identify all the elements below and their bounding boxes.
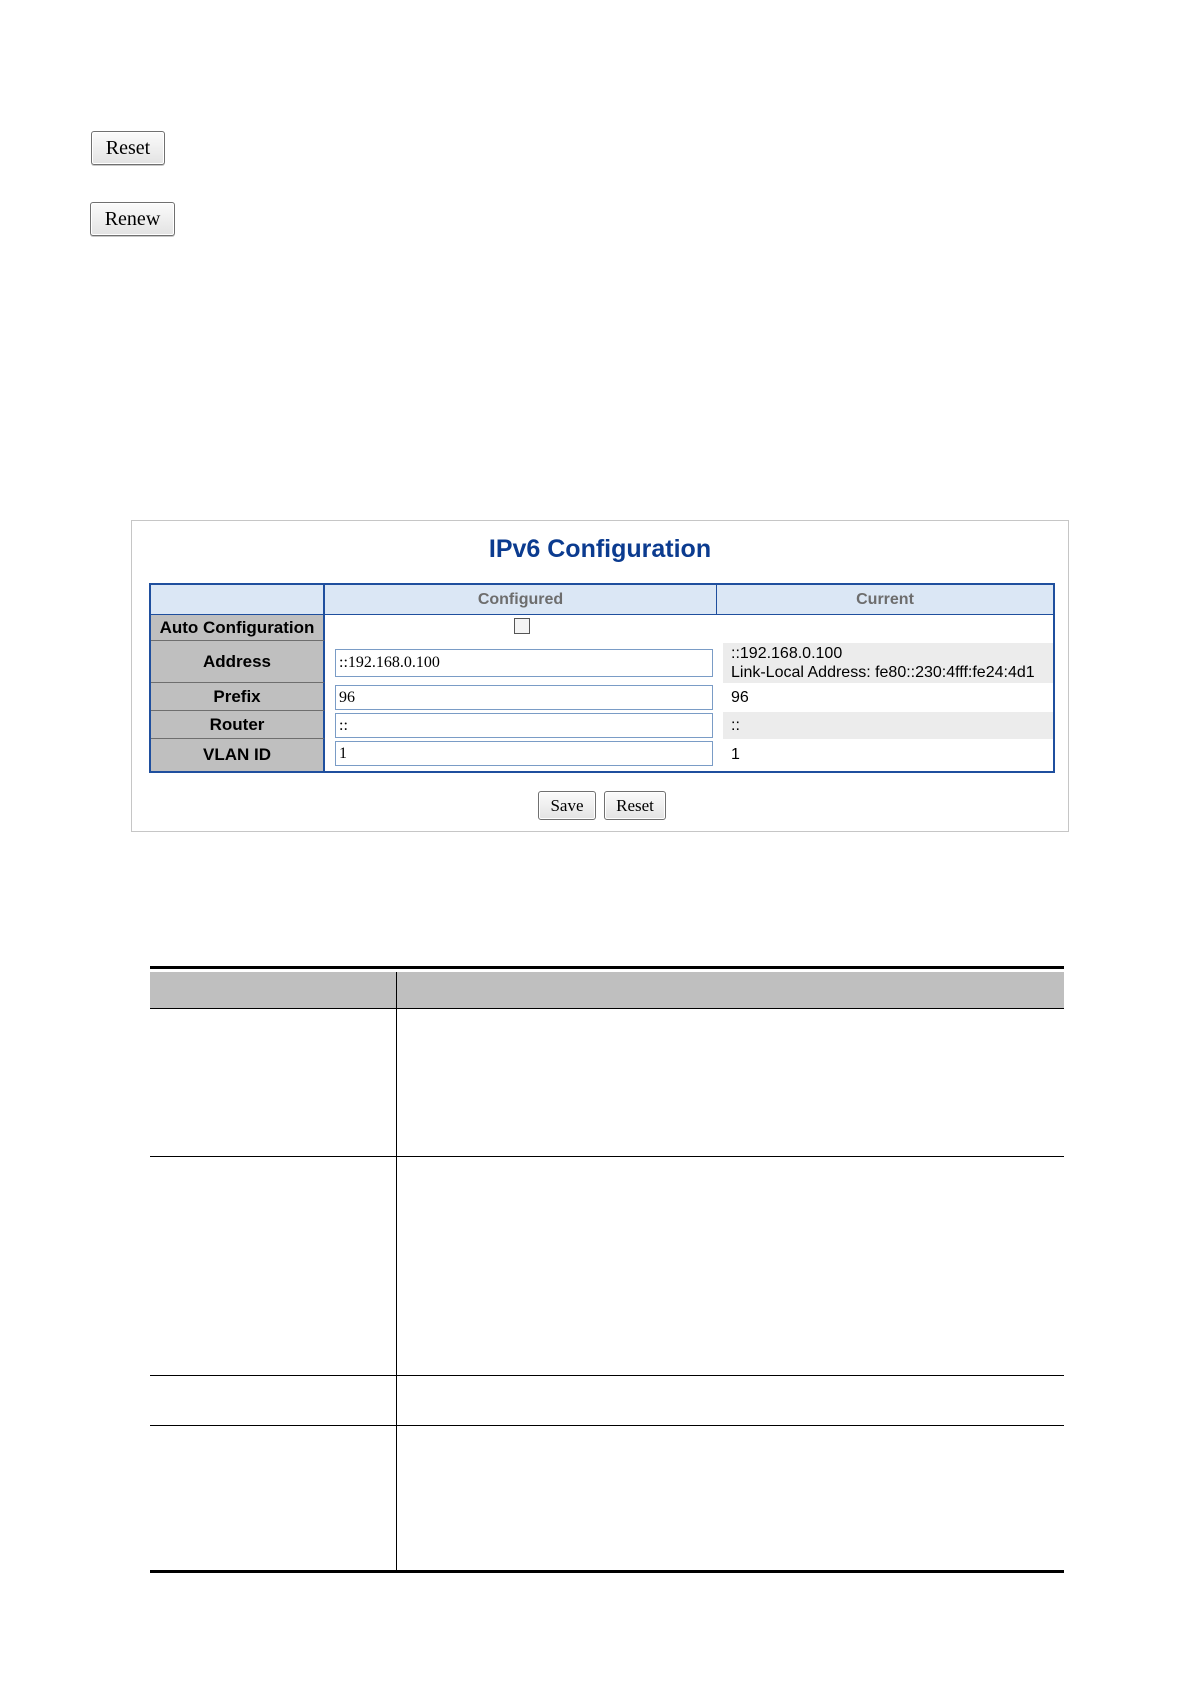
row-divider <box>150 1008 1064 1009</box>
prefix-input[interactable] <box>335 685 713 710</box>
header-description <box>397 972 1064 1008</box>
address-input[interactable] <box>335 649 713 677</box>
router-current: :: <box>723 712 1053 739</box>
vlan-id-current: 1 <box>731 746 740 763</box>
header-object <box>150 972 396 1008</box>
column-divider <box>396 972 397 1572</box>
prefix-label: Prefix <box>151 683 325 711</box>
description-table <box>150 966 1064 1576</box>
row-divider <box>150 1425 1064 1426</box>
row-divider <box>150 1375 1064 1376</box>
panel-reset-button[interactable]: Reset <box>604 791 666 820</box>
prefix-current: 96 <box>731 688 749 706</box>
header-configured: Configured <box>325 585 717 615</box>
address-current <box>723 643 1053 683</box>
header-current: Current <box>717 585 1053 615</box>
address-current-value: ::192.168.0.100 <box>731 645 843 662</box>
auto-configuration-label: Auto Configuration <box>151 615 325 641</box>
header-empty <box>151 585 325 615</box>
reset-button[interactable]: Reset <box>91 131 165 165</box>
renew-button[interactable]: Renew <box>90 202 175 236</box>
auto-configuration-checkbox[interactable] <box>514 618 530 634</box>
table-top-rule <box>150 966 1064 969</box>
panel-title: IPv6 Configuration <box>488 535 712 563</box>
save-button[interactable]: Save <box>538 791 596 820</box>
address-link-local: Link-Local Address: fe80::230:4fff:fe24:4d1 <box>731 664 1035 681</box>
ipv6-configuration-panel <box>131 520 1069 832</box>
table-bottom-rule <box>150 1570 1064 1573</box>
router-input[interactable] <box>335 713 713 738</box>
ipv6-config-table <box>149 583 1055 773</box>
address-label: Address <box>151 641 325 683</box>
vlan-id-input[interactable] <box>335 741 713 766</box>
vlan-id-label: VLAN ID <box>151 739 325 771</box>
router-label: Router <box>151 711 325 739</box>
row-divider <box>150 1156 1064 1157</box>
